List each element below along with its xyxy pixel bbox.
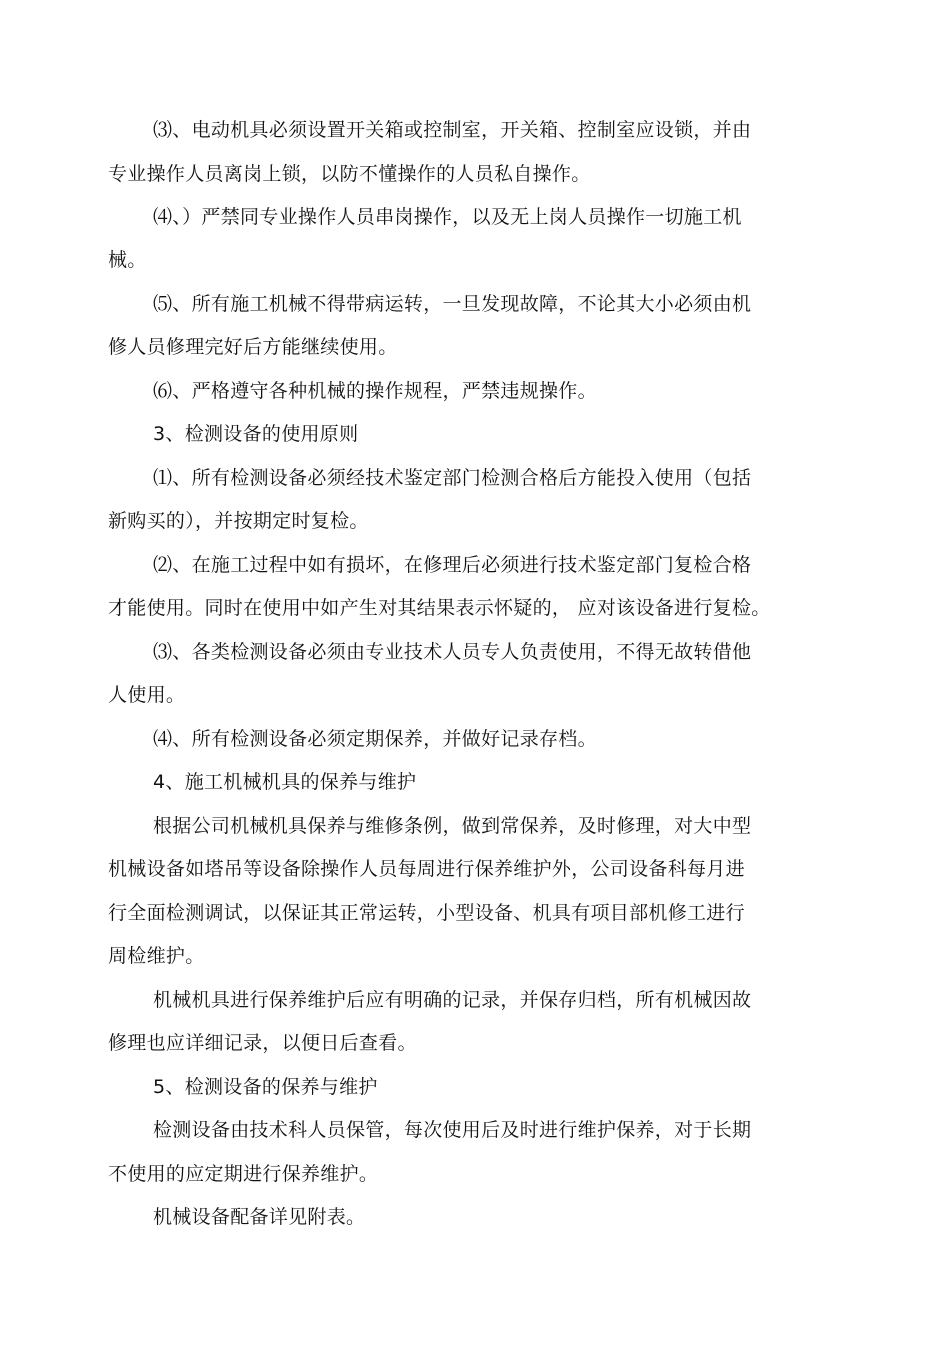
text-line: ⑴、所有检测设备必须经技术鉴定部门检测合格后方能投入使用（包括 <box>153 467 752 489</box>
text-line: 专业操作人员离岗上锁，以防不懂操作的人员私自操作。 <box>108 163 591 185</box>
section-heading: 4、施工机械机具的保养与维护 <box>153 771 417 793</box>
text-line: 检测设备由技术科人员保管，每次使用后及时进行维护保养，对于长期 <box>153 1119 752 1141</box>
section-heading: 3、检测设备的使用原则 <box>153 423 359 445</box>
section-heading: 5、检测设备的保养与维护 <box>153 1076 378 1098</box>
text-line: 机械设备配备详见附表。 <box>153 1206 366 1228</box>
text-line: 行全面检测调试，以保证其正常运转，小型设备、机具有项目部机修工进行 <box>108 902 745 924</box>
text-line: ⑸、所有施工机械不得带病运转，一旦发现故障，不论其大小必须由机 <box>153 293 752 315</box>
text-line: 修人员修理完好后方能继续使用。 <box>108 336 398 358</box>
text-line: ⑷、所有检测设备必须定期保养，并做好记录存档。 <box>153 728 597 750</box>
text-line: ⑹、严格遵守各种机械的操作规程，严禁违规操作。 <box>153 380 597 402</box>
text-line: 新购买的），并按期定时复检。 <box>108 510 369 532</box>
text-line: 人使用。 <box>108 684 186 706</box>
text-line: 才能使用。同时在使用中如产生对其结果表示怀疑的， 应对该设备进行复检。 <box>108 597 771 619</box>
text-line: ⑷、）严禁同专业操作人员串岗操作，以及无上岗人员操作一切施工机 <box>153 206 742 228</box>
text-line: ⑵、在施工过程中如有损坏，在修理后必须进行技术鉴定部门复检合格 <box>153 554 752 576</box>
text-line: 机械设备如塔吊等设备除操作人员每周进行保养维护外，公司设备科每月进 <box>108 858 745 880</box>
text-line: 根据公司机械机具保养与维修条例，做到常保养，及时修理，对大中型 <box>153 815 752 837</box>
text-line: 周检维护。 <box>108 945 205 967</box>
text-line: 械。 <box>108 249 147 271</box>
text-line: ⑶、电动机具必须设置开关箱或控制室，开关箱、控制室应设锁，并由 <box>153 119 752 141</box>
text-line: 不使用的应定期进行保养维护。 <box>108 1163 379 1185</box>
text-line: ⑶、各类检测设备必须由专业技术人员专人负责使用，不得无故转借他 <box>153 641 752 663</box>
text-line: 机械机具进行保养维护后应有明确的记录，并保存归档，所有机械因故 <box>153 989 752 1011</box>
text-line: 修理也应详细记录，以便日后查看。 <box>108 1032 417 1054</box>
